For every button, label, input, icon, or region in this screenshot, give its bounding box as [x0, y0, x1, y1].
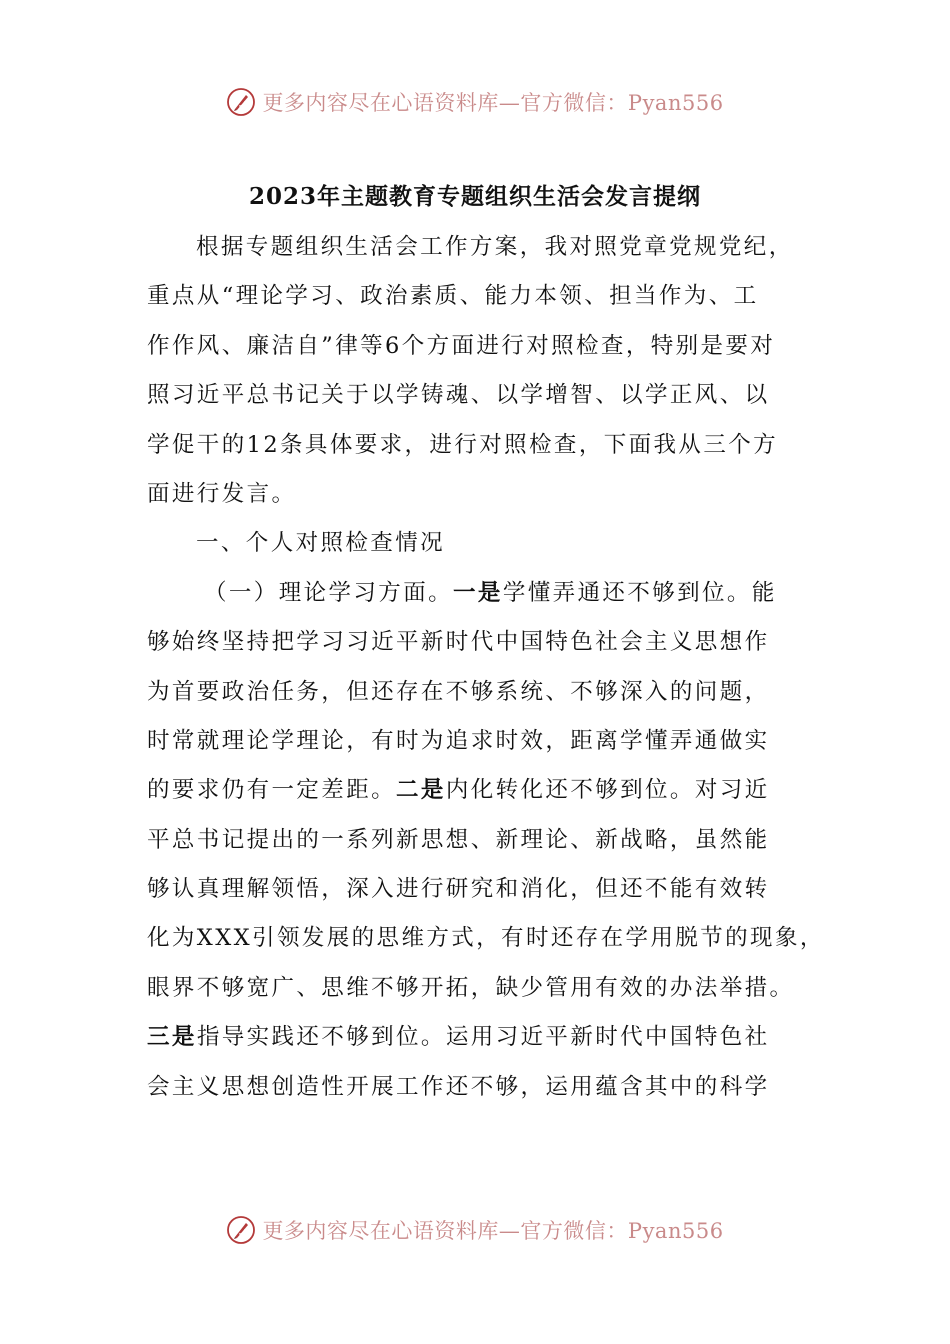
point-marker: 三是	[147, 1024, 197, 1051]
paragraph-line: 照习近平总书记关于以学铸魂、以学增智、以学正风、以	[147, 382, 770, 409]
document-title: 2023年主题教育专题组织生活会发言提纲	[248, 183, 701, 210]
header-watermark	[0, 82, 950, 122]
paragraph-line: 时常就理论学理论，有时为追求时效，距离学懂弄通做实	[147, 727, 770, 754]
paragraph-line	[147, 569, 837, 618]
paragraph-text: 学懂弄通还不够到位。能	[502, 579, 777, 606]
paragraph-line: 化为XXX引领发展的思维方式，有时还存在学用脱节的现象，	[147, 925, 825, 952]
paragraph-line	[147, 1013, 837, 1062]
paragraph-line: 够始终坚持把学习习近平新时代中国特色社会主义思想作	[147, 629, 770, 656]
document-body	[147, 223, 837, 1112]
section-heading: 一、个人对照检查情况	[196, 530, 446, 557]
paragraph-line: 平总书记提出的一系列新思想、新理论、新战略，虽然能	[147, 826, 770, 853]
paragraph-line: 根据专题组织生活会工作方案，我对照党章党规党纪，	[196, 234, 794, 260]
pen-feather-icon	[226, 1215, 256, 1245]
paragraph-text: 的要求仍有一定差距。	[147, 777, 397, 804]
paragraph-line: 作作风、廉洁自”律等6个方面进行对照检查，特别是要对	[147, 332, 776, 359]
point-marker: 二是	[396, 777, 446, 804]
watermark-text: 更多内容尽在心语资料库—官方微信：Pyan556	[262, 91, 724, 115]
paragraph-line: 为首要政治任务，但还存在不够系统、不够深入的问题，	[147, 678, 770, 705]
paragraph-line: 学促干的12条具体要求，进行对照检查，下面我从三个方	[147, 431, 779, 458]
paragraph-line: 面进行发言。	[147, 480, 297, 507]
footer-watermark	[0, 1210, 950, 1250]
pen-feather-icon	[226, 87, 256, 117]
paragraph-text: 内化转化还不够到位。对习近	[445, 777, 770, 804]
paragraph-line: 眼界不够宽广、思维不够开拓，缺少管用有效的办法举措。	[147, 974, 795, 1001]
point-marker: 一是	[453, 579, 503, 606]
paragraph-line	[147, 766, 837, 815]
paragraph-text: 指导实践还不够到位。运用习近平新时代中国特色社	[196, 1024, 770, 1051]
subsection-label: （一）理论学习方面。	[204, 579, 454, 606]
watermark-text: 更多内容尽在心语资料库—官方微信：Pyan556	[262, 1219, 724, 1243]
paragraph-line: 重点从“理论学习、政治素质、能力本领、担当作为、工	[147, 283, 759, 310]
paragraph-line: 够认真理解领悟，深入进行研究和消化，但还不能有效转	[147, 876, 770, 903]
paragraph-line: 会主义思想创造性开展工作还不够，运用蕴含其中的科学	[147, 1073, 770, 1100]
